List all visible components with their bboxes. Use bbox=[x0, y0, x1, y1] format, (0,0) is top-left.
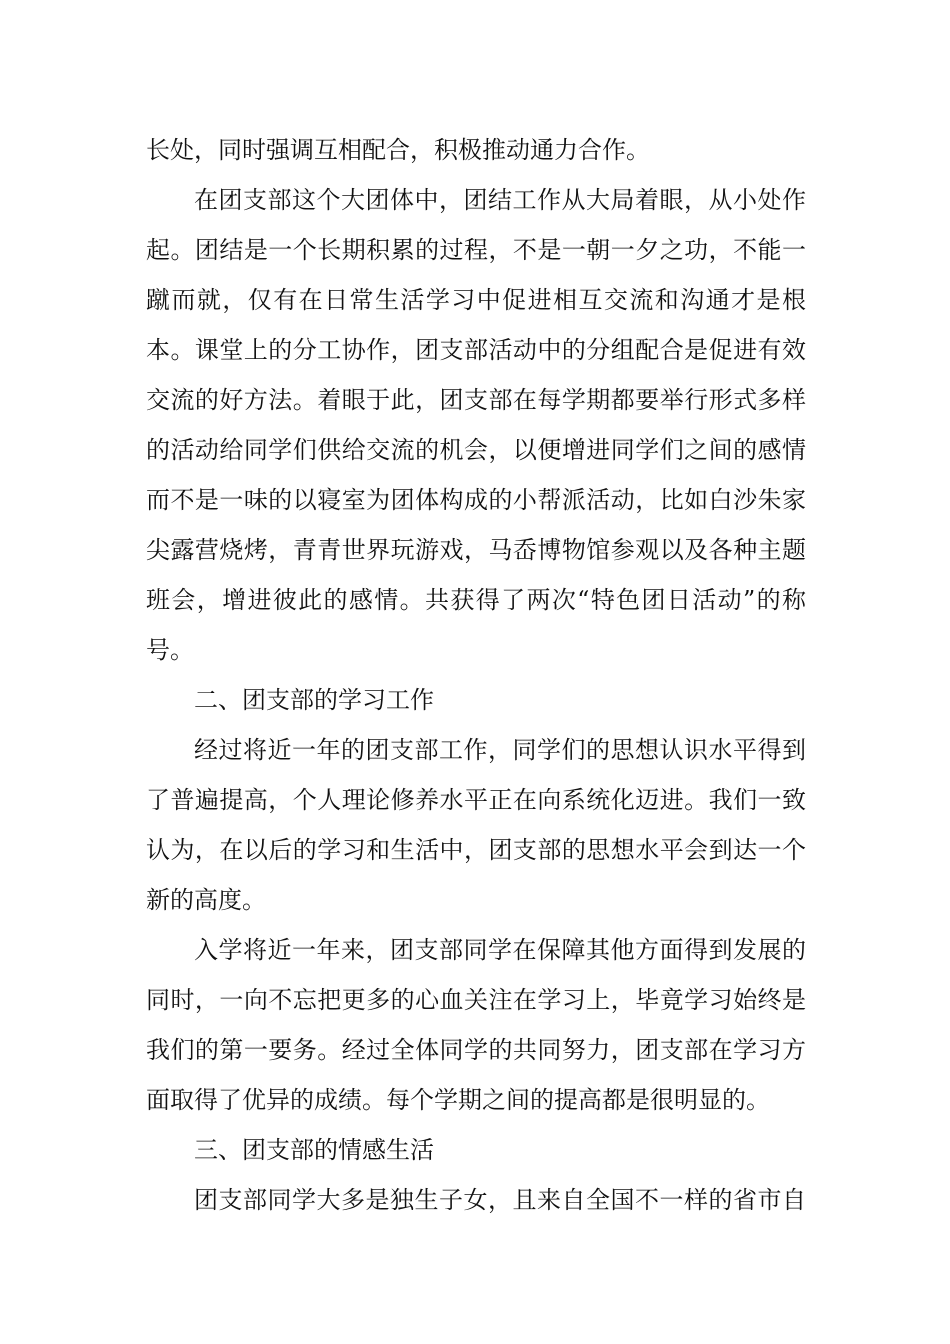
paragraph-first-line: 团支部同学大多是独生子女，且来自全国不一样的省市自 bbox=[194, 1186, 806, 1214]
text-line: 号。 bbox=[146, 636, 194, 664]
text-line: 尖露营烧烤，青青世界玩游戏，马岙博物馆参观以及各种主题 bbox=[146, 536, 806, 564]
paragraph-first-line: 在团支部这个大团体中，团结工作从大局着眼，从小处作 bbox=[194, 186, 806, 214]
paragraph-first-line: 入学将近一年来，团支部同学在保障其他方面得到发展的 bbox=[194, 936, 806, 964]
text-line: 交流的好方法。着眼于此，团支部在每学期都要举行形式多样 bbox=[146, 386, 806, 414]
text-line: 本。课堂上的分工协作，团支部活动中的分组配合是促进有效 bbox=[146, 336, 806, 364]
text-line: 而不是一味的以寝室为团体构成的小帮派活动，比如白沙朱家 bbox=[146, 486, 806, 514]
section-heading: 二、团支部的学习工作 bbox=[194, 686, 434, 714]
text-line: 起。团结是一个长期积累的过程，不是一朝一夕之功，不能一 bbox=[146, 236, 806, 264]
section-heading: 三、团支部的情感生活 bbox=[194, 1136, 434, 1164]
text-line: 我们的第一要务。经过全体同学的共同努力，团支部在学习方 bbox=[146, 1036, 806, 1064]
text-line: 班会，增进彼此的感情。共获得了两次“特色团日活动”的称 bbox=[146, 586, 806, 614]
text-line: 蹴而就，仅有在日常生活学习中促进相互交流和沟通才是根 bbox=[146, 286, 806, 314]
text-line: 的活动给同学们供给交流的机会，以便增进同学们之间的感情 bbox=[146, 436, 806, 464]
text-line: 新的高度。 bbox=[146, 886, 266, 914]
paragraph-first-line: 经过将近一年的团支部工作，同学们的思想认识水平得到 bbox=[194, 736, 806, 764]
text-line: 面取得了优异的成绩。每个学期之间的提高都是很明显的。 bbox=[146, 1086, 770, 1114]
text-line: 认为，在以后的学习和生活中，团支部的思想水平会到达一个 bbox=[146, 836, 806, 864]
text-line: 同时，一向不忘把更多的心血关注在学习上，毕竟学习始终是 bbox=[146, 986, 806, 1014]
text-line: 长处，同时强调互相配合，积极推动通力合作。 bbox=[146, 136, 650, 164]
text-line: 了普遍提高，个人理论修养水平正在向系统化迈进。我们一致 bbox=[146, 786, 806, 814]
